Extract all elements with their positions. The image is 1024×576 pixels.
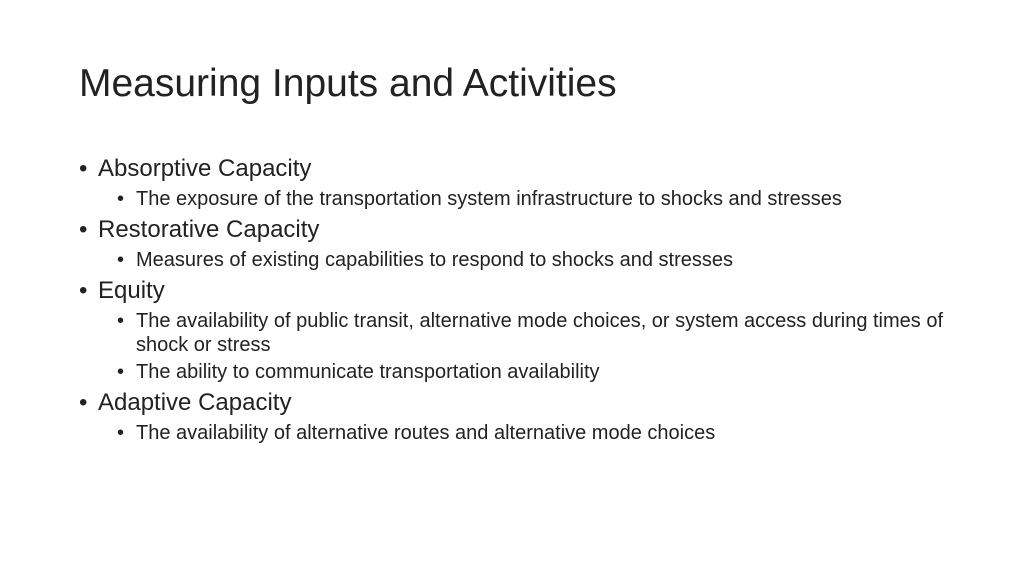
sub-bullet-text: The exposure of the transportation system infrastructure to shocks and stresses — [136, 188, 842, 210]
sub-bullet-item — [79, 187, 959, 211]
bullet-list — [79, 154, 959, 445]
bullet-icon: • — [117, 188, 125, 210]
bullet-item — [79, 276, 959, 306]
sub-bullet-item — [79, 248, 959, 272]
sub-bullet-text: Measures of existing capabilities to respond to shocks and stresses — [136, 249, 733, 271]
slide-title: Measuring Inputs and Activities — [79, 62, 617, 105]
bullet-icon: • — [79, 277, 88, 304]
sub-bullet-item — [79, 309, 959, 357]
sub-bullet-item — [79, 360, 959, 384]
bullet-item — [79, 215, 959, 245]
sub-bullet-item — [79, 421, 959, 445]
bullet-text: Adaptive Capacity — [98, 389, 292, 416]
bullet-icon: • — [117, 310, 125, 332]
bullet-icon: • — [79, 155, 88, 182]
bullet-icon: • — [117, 249, 125, 271]
bullet-text: Restorative Capacity — [98, 216, 320, 243]
bullet-text: Equity — [98, 277, 165, 304]
bullet-item — [79, 154, 959, 184]
bullet-icon: • — [79, 389, 88, 416]
sub-bullet-text: The availability of alternative routes and alternative mode choices — [136, 422, 716, 444]
bullet-icon: • — [79, 216, 88, 243]
bullet-icon: • — [117, 361, 125, 383]
bullet-item — [79, 388, 959, 418]
bullet-text: Absorptive Capacity — [98, 155, 312, 182]
sub-bullet-text: The ability to communicate transportation availability — [136, 361, 600, 383]
bullet-icon: • — [117, 422, 125, 444]
sub-bullet-text: The availability of public transit, alternative mode choices, or system access during times of shock or stress — [136, 310, 944, 356]
